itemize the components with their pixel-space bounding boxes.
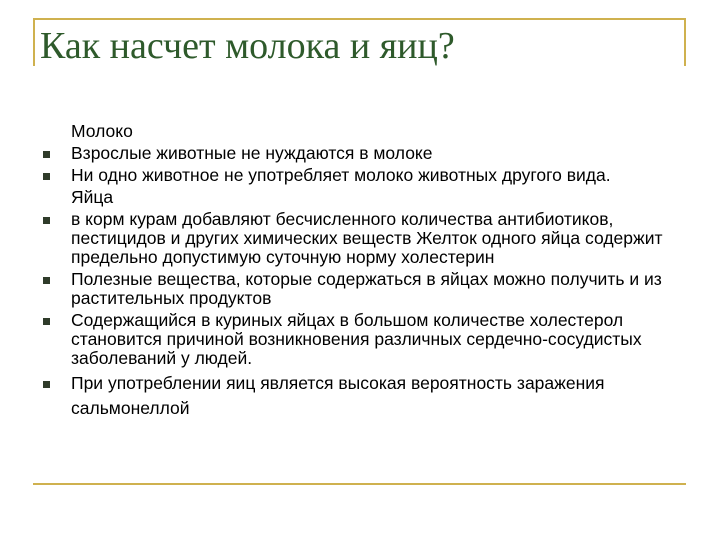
item-text: Яйца	[71, 187, 114, 207]
square-bullet-icon	[43, 217, 50, 224]
square-bullet-icon	[43, 381, 50, 388]
square-bullet-icon	[43, 151, 50, 158]
frame-top-line	[33, 18, 686, 20]
frame-right-line	[684, 18, 686, 66]
item-text: в корм курам добавляют бесчисленного количества антибиотиков, пестицидов и других химических веществ Желток одного яйца содержит предельно допустимую суточную норму холестерин	[71, 209, 663, 267]
section-heading-eggs	[40, 188, 680, 207]
bullet-item	[40, 270, 680, 308]
item-text: Взрослые животные не нуждаются в молоке	[71, 143, 433, 163]
bullet-item	[40, 371, 680, 421]
item-text: Содержащийся в куриных яйцах в большом количестве холестерол становится причиной возникновения различных сердечно-сосудистых заболеваний у людей.	[71, 310, 642, 368]
slide-body	[40, 122, 680, 424]
square-bullet-icon	[43, 173, 50, 180]
item-text: При употреблении яиц является высокая вероятность заражения сальмонеллой	[71, 373, 605, 418]
slide-title: Как насчет молока и яиц?	[40, 25, 455, 67]
item-text: Ни одно животное не употребляет молоко животных другого вида.	[71, 165, 611, 185]
section-heading-milk	[40, 122, 680, 141]
bullet-item	[40, 210, 680, 267]
bullet-item	[40, 311, 680, 368]
item-text: Полезные вещества, которые содержаться в яйцах можно получить и из растительных продуктов	[71, 269, 662, 308]
square-bullet-icon	[43, 277, 50, 284]
bullet-item	[40, 166, 680, 185]
frame-left-line	[33, 18, 35, 66]
item-text: Молоко	[71, 121, 133, 141]
square-bullet-icon	[43, 318, 50, 325]
frame-bottom-line	[33, 483, 686, 485]
bullet-item	[40, 144, 680, 163]
